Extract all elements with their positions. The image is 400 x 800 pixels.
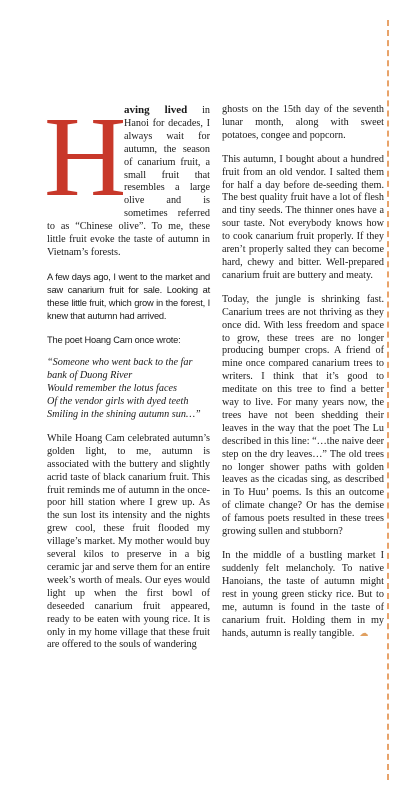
right-column (222, 104, 384, 652)
continuation-paragraph: ghosts on the 15th day of the seventh lunar month, along with sweet potatoes, congee and popcorn. (222, 104, 384, 141)
closing-text: In the middle of a bustling market I suddenly felt melancholy. To native Hanoians, the taste of autumn might rest in young green sticky rice. But to me, autumn is found in the taste of canarium fruit. Holding them in my hands, autumn is really tangible. (222, 550, 384, 640)
market-paragraph: A few days ago, I went to the market and saw canarium fruit for sale. Looking at these little fruit, which grow in the forest, I knew that autumn had arrived. (47, 271, 210, 321)
childhood-paragraph: While Hoang Cam celebrated autumn’s golden light, to me, autumn is associated with the buttery and slightly acrid taste of black canarium fruit. This fruit reminds me of autumn in the once-poor hill station where I grew up. As the sun lost its intensity and the nights grew cool, these fruit flooded my village’s market. My mother would buy several kilos to preserve in a big ceramic jar and serve them for an entire week’s worth of meals. Our eyes would light up when the first bowl of deseeded canarium fruit appeared, ready to be eaten with young rice. It is only in my home village that these fruit are offered to the souls of wandering (47, 432, 210, 651)
opening-text: in Hanoi for decades, I always wait for autumn, the season of canarium fruit, a small fruit that resembles a large olive and is sometimes referred to as “Chinese olive”. To me, these little fruit evoke the taste of autumn in Vietnam’s forests. (47, 105, 210, 258)
poem-quote (47, 357, 210, 422)
poem-line: Smiling in the shining autumn sun…” (47, 409, 201, 421)
lead-in-bold: aving lived (124, 104, 188, 116)
poet-intro: The poet Hoang Cam once wrote: (47, 334, 181, 345)
poem-line: Would remember the lotus faces (47, 383, 177, 395)
end-mark-icon: ☁ (359, 628, 369, 639)
drop-cap: H (44, 93, 127, 220)
buying-paragraph: This autumn, I bought about a hundred fruit from an old vendor. I salted them for half a day before de-seeding them. The best quality fruit have a lot of flesh and tiny seeds. The thinner ones have a sour taste. Not everybody knows how to cook canarium fruit properly. If they aren’t properly salted they can become hard, chewy and bitter. Well-prepared canarium fruit are buttery and meaty. (222, 153, 384, 281)
poem-line: Of the vendor girls with dyed teeth (47, 396, 189, 408)
left-column (44, 93, 210, 663)
jungle-paragraph: Today, the jungle is shrinking fast. Canarium trees are not thriving as they once did. With less freedom and space to grow, these trees are no longer producing bumper crops. A friend of mine once compared canarium trees to writers. I think that it’s good to meditate on this tree to find a better way to live. For many years now, the trees have not been shedding their leaves in the way that the poet The Lu described in this line: “…the naive deer step on the dry leaves…” The old trees no longer shower paths with golden leaves as the cicadas sing, as described in To Huu’ poems. Is this an outcome of climate change? Or has the demise of famous poets resulted in these trees growing sullen and stubborn? (222, 293, 384, 538)
side-dashed-rule (387, 20, 389, 780)
opening-paragraph (44, 93, 210, 260)
closing-paragraph (222, 550, 384, 641)
poem-line: “Someone who went back to the far bank of Duong River (47, 357, 193, 382)
